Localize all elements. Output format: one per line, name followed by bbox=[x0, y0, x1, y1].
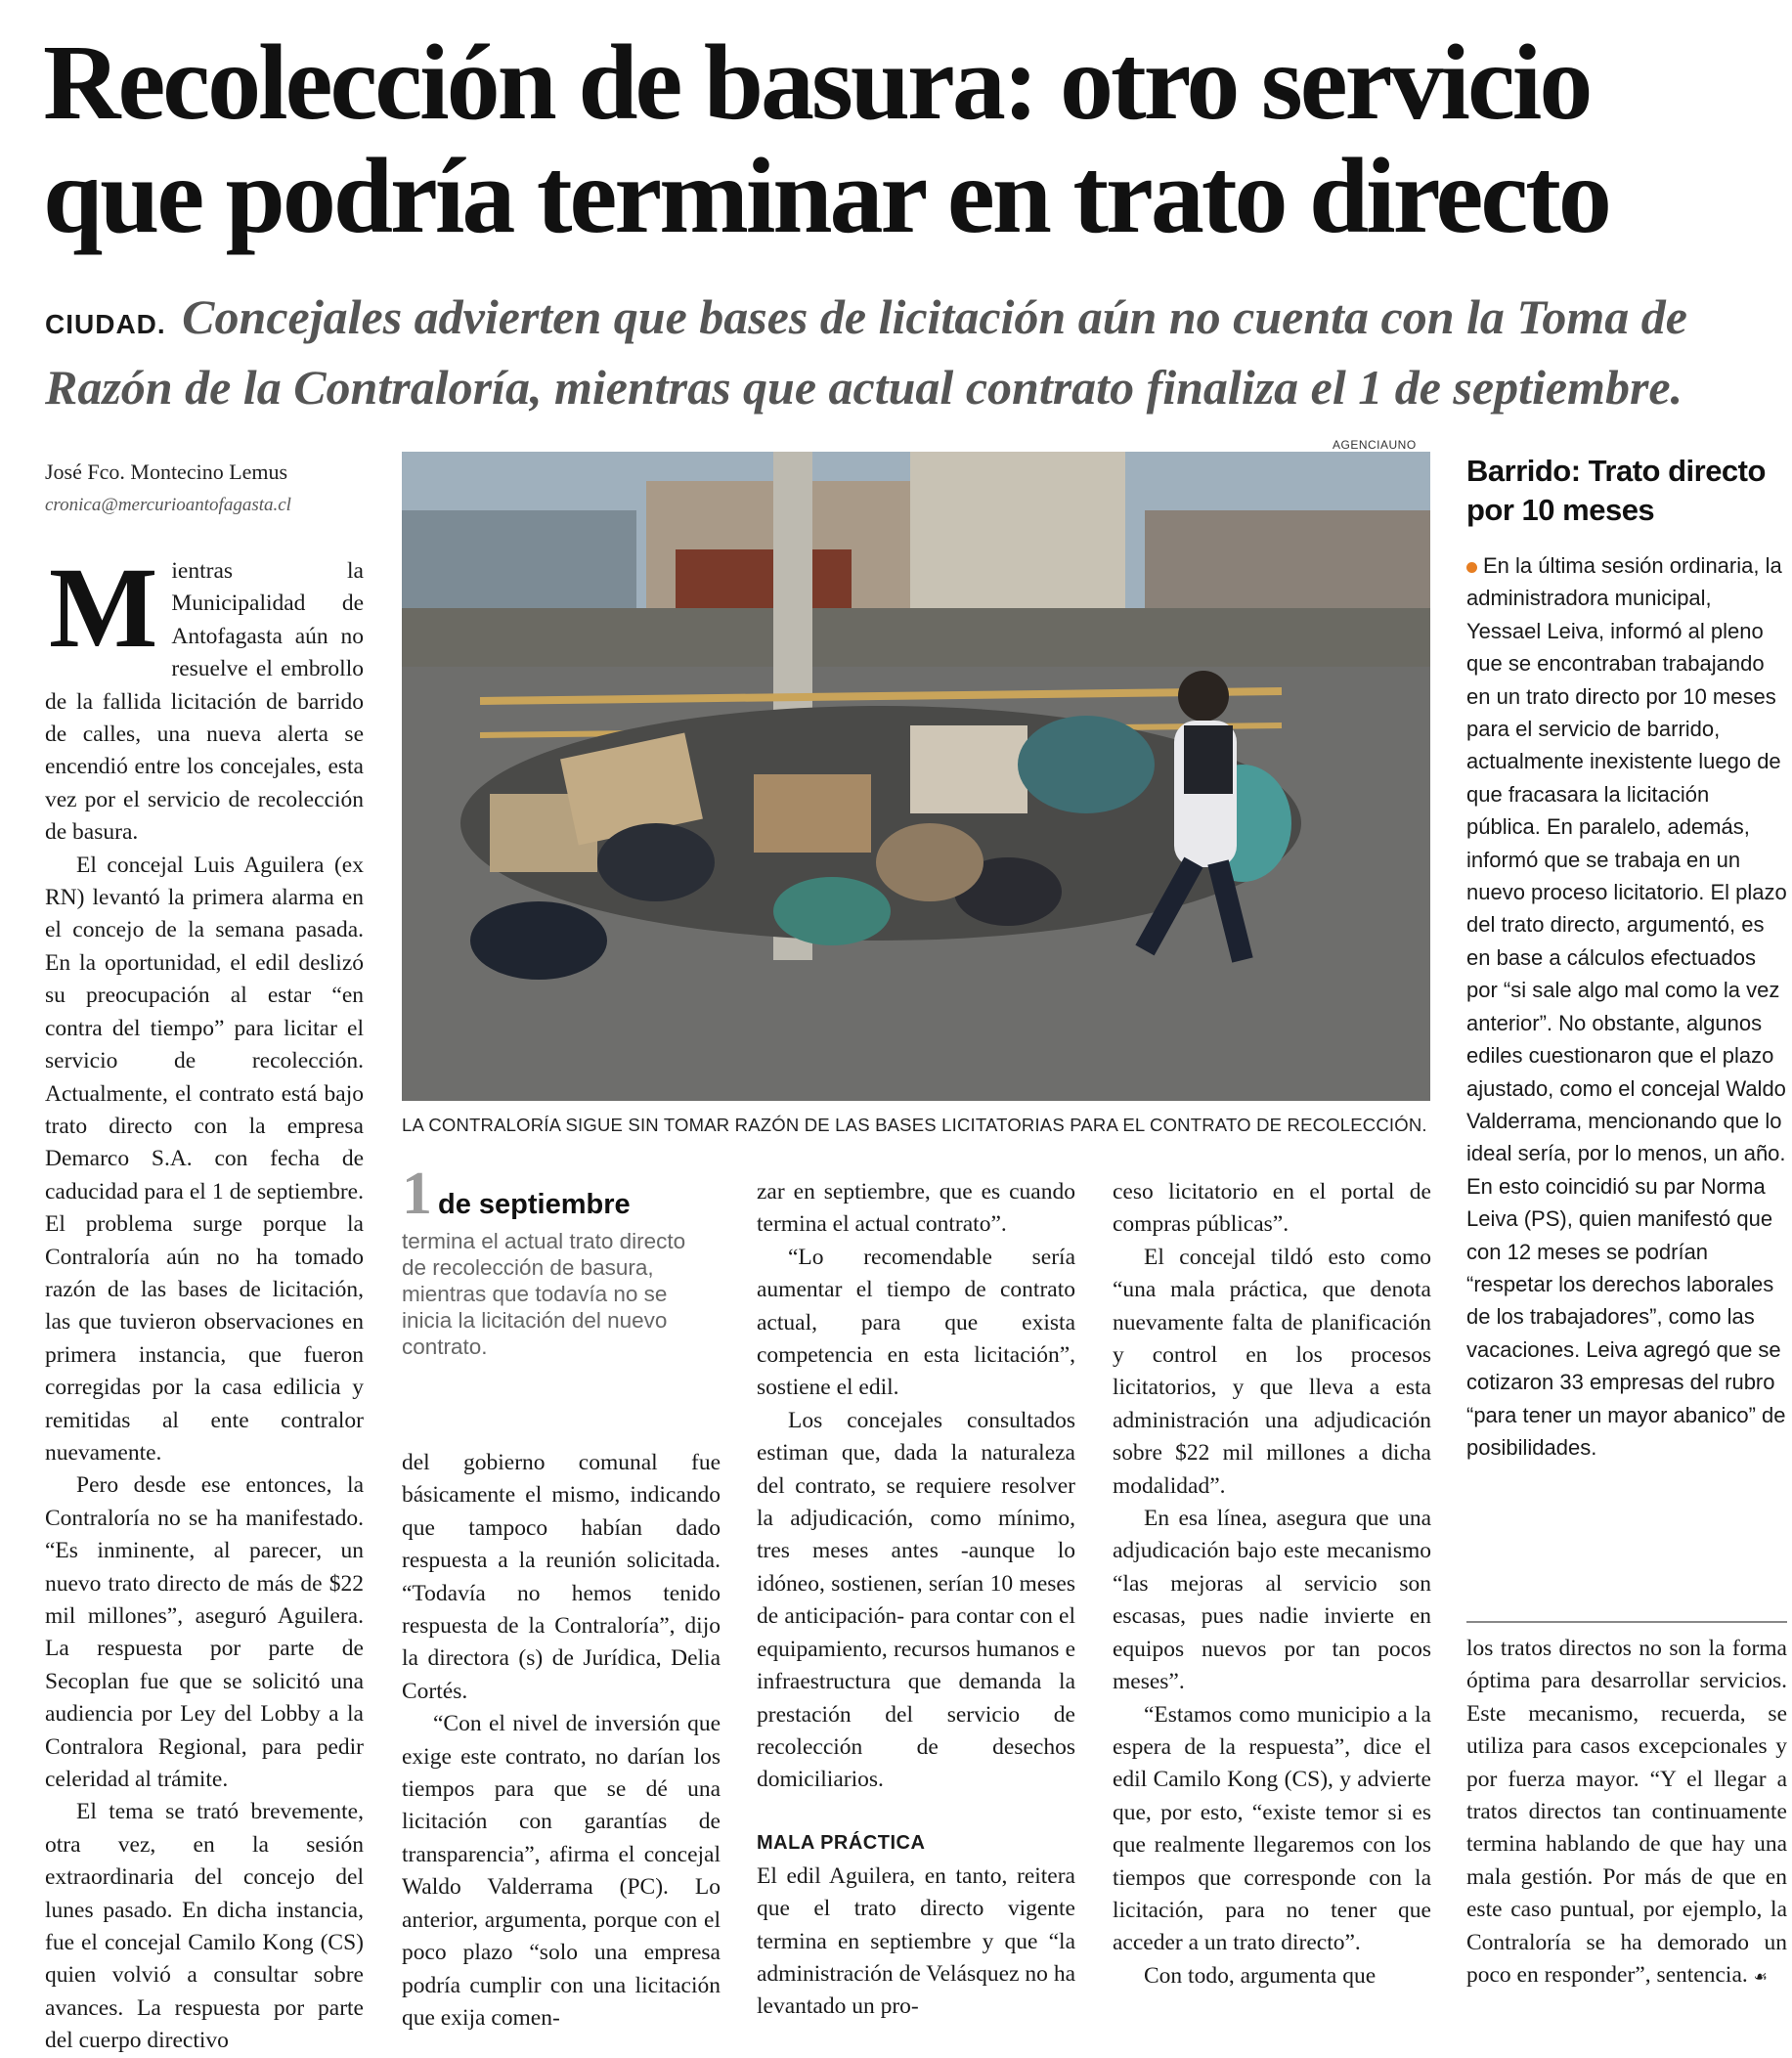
paragraph: Con todo, argumenta que bbox=[1144, 1962, 1377, 1989]
article-column-1 bbox=[45, 544, 364, 2058]
headline: Recolección de basura: otro servicio que podría terminar en trato directo bbox=[43, 22, 1609, 255]
paragraph: “Lo recomendable sería aumentar el tiempo de contrato actual, para que exista competencia en esta licitación”, sostiene el edil. bbox=[757, 1244, 1075, 1401]
paragraph: “Con el nivel de inversión que exige este contrato, no darían los tiempos para que se dé una licitación con garantías de transparencia”, afirma el concejal Waldo Valderrama (PC). Lo anterior, argumenta, porque con el poco plazo “solo una empresa podría cumplir con una licitación que exija comen- bbox=[402, 1711, 721, 2031]
paragraph: Pero desde ese entonces, la Contraloría no se ha manifestado. “Es inminente, al parecer, un nuevo trato directo de más de $22 mil millones”, aseguró Aguilera. La respuesta por parte de Secoplan fue que se solicitó una audiencia por Ley del Lobby a la Contralora Regional, para pedir celeridad al trámite. bbox=[45, 1472, 364, 1793]
paragraph: “Estamos como municipio a la espera de la respuesta”, dice el edil Camilo Kong (CS), y advierte que, por esto, “existe temor si es que realmente llegaremos con los tiempos que corresponde con la licitación, para no tener que acceder a un trato directo”. bbox=[1113, 1701, 1431, 1956]
byline bbox=[45, 460, 368, 516]
end-mark-icon: ☙ bbox=[1753, 1969, 1768, 1987]
sidebar-box bbox=[1466, 452, 1789, 1464]
garbage-pile-photo bbox=[402, 452, 1430, 1101]
section-label: CIUDAD. bbox=[45, 309, 166, 339]
news-photo bbox=[402, 452, 1430, 1101]
photo-credit: AGENCIAUNO bbox=[1333, 438, 1417, 452]
paragraph: ceso licitatorio en el portal de compras públicas”. bbox=[1113, 1179, 1431, 1238]
stat-unit: de septiembre bbox=[438, 1189, 631, 1220]
paragraph: El tema se trató brevemente, otra vez, en la sesión extraordinaria del concejo del lunes pasado. En dicha instancia, fue el concejal Camilo Kong (CS) quien volvió a consultar sobre avances. La respuesta por parte del cuerpo directivo bbox=[45, 1799, 364, 2054]
paragraph: El edil Aguilera, en tanto, reitera que el trato directo vigente termina en septiembre y que “la administración de Velásquez no ha levantado un pro- bbox=[757, 1862, 1075, 2020]
stat-box bbox=[402, 1160, 715, 1360]
article-column-3 bbox=[757, 1176, 1075, 2024]
author-email[interactable]: cronica@mercurioantofagasta.cl bbox=[45, 495, 291, 515]
deck bbox=[45, 285, 1766, 418]
sidebar-text: En la última sesión ordinaria, la administradora municipal, Yessael Leiva, informó al pleno que se encontraban trabajando en un trato directo por 10 meses para el servicio de barrido, actualmente inexistente luego de que fracasara la licitación pública. En paralelo, además, informó que se trabaja en un nuevo proceso licitatorio. El plazo del trato directo, argumentó, es en base a cálculos efectuados por “si sale algo mal como la vez anterior”. No obstante, algunos ediles cuestionaron que el plazo ajustado, como el concejal Waldo Valderrama, mencionando que lo ideal sería, por lo menos, un año. En esto coincidió su par Norma Leiva (PS), quien manifestó que con 12 meses se podrían “respetar los derechos laborales de los trabajadores”, como las vacaciones. Leiva agregó que se cotizaron 33 empresas del rubro “para tener un mayor abanico” de posibilidades. bbox=[1466, 553, 1787, 1460]
paragraph: del gobierno comunal fue básicamente el mismo, indicando que tampoco habían dado respuesta a la reunión solicitada. “Todavía no hemos tenido respuesta de la Contraloría”, dijo la directora (s) de Jurídica, Delia Cortés. bbox=[402, 1450, 721, 1704]
deck-text: Concejales advierten que bases de licitación aún no cuenta con la Toma de Razón de la Contraloría, mientras que actual contrato finaliza el 1 de septiembre. bbox=[45, 289, 1687, 415]
divider bbox=[1466, 1621, 1787, 1623]
photo-caption: LA CONTRALORÍA SIGUE SIN TOMAR RAZÓN DE LAS BASES LICITATORIAS PARA EL CONTRATO DE RECOLECCIÓN. bbox=[402, 1115, 1427, 1135]
stat-number: 1 bbox=[402, 1160, 432, 1227]
paragraph: El concejal Luis Aguilera (ex RN) levantó la primera alarma en el concejo de la semana pasada. En la oportunidad, el edil deslizó su preocupación al estar “en contra del tiempo” para licitar el servicio de recolección. Actualmente, el contrato está bajo trato directo con la empresa Demarco S.A. con fecha de caducidad para el 1 de septiembre. El problema surge porque la Contraloría aún no ha tomado razón de las bases de licitación, las que tuvieron observaciones en primera instancia, que fueron corregidas por la casa edilicia y remitidas al ente contralor nuevamente. bbox=[45, 852, 364, 1466]
paragraph: los tratos directos no son la forma óptima para desarrollar servicios. Este mecanismo, recuerda, se utiliza para casos excepcionales y por fuerza mayor. “Y el llegar a tratos directos tan continuamente termina hablando de que hay una mala gestión. Por más de que en este caso puntual, por ejemplo, la Contraloría se ha demorado un poco en responder”, sentencia. ☙ bbox=[1466, 1636, 1787, 1989]
dropcap: M bbox=[49, 544, 158, 672]
author-name: José Fco. Montecino Lemus bbox=[45, 460, 288, 484]
article-column-5 bbox=[1466, 1633, 1787, 1993]
article-column-2 bbox=[402, 1447, 721, 2035]
paragraph: En esa línea, asegura que una adjudicación bajo este mecanismo “las mejoras al servicio son escasas, pues nadie invierte en equipos nuevos por tan pocos meses”. bbox=[1113, 1506, 1431, 1695]
paragraph: Los concejales consultados estiman que, dada la naturaleza del contrato, se requiere resolver la adjudicación, como mínimo, tres meses antes -aunque lo idóneo, sostienen, serían 10 meses de anticipación- para contar con el equipamiento, recursos humanos e infraestructura que demanda la prestación del servicio de recolección de desechos domiciliarios. bbox=[757, 1407, 1075, 1793]
stat-description: termina el actual trato directo de recolección de basura, mientras que todavía no se inicia la licitación del nuevo contrato. bbox=[402, 1229, 686, 1359]
paragraph: El concejal tildó esto como “una mala práctica, que denota nuevamente falta de planificación y control en los procesos licitatorios, y que lleva a esta administración una adjudicación sobre $22 mil millones a dicha modalidad”. bbox=[1113, 1244, 1431, 1499]
paragraph: zar en septiembre, que es cuando termina el actual contrato”. bbox=[757, 1179, 1075, 1238]
article-column-4 bbox=[1113, 1176, 1431, 1992]
bullet-icon bbox=[1466, 562, 1477, 573]
subheading: MALA PRÁCTICA bbox=[757, 1831, 926, 1854]
paragraph: Mientras la Municipalidad de Antofagasta aún no resuelve el embrollo de la fallida licitación de barrido de calles, una nueva alerta se encendió entre los concejales, esta vez por el servicio de recolección de basura. bbox=[45, 544, 364, 846]
sidebar-title: Barrido: Trato directo por 10 meses bbox=[1466, 454, 1766, 527]
